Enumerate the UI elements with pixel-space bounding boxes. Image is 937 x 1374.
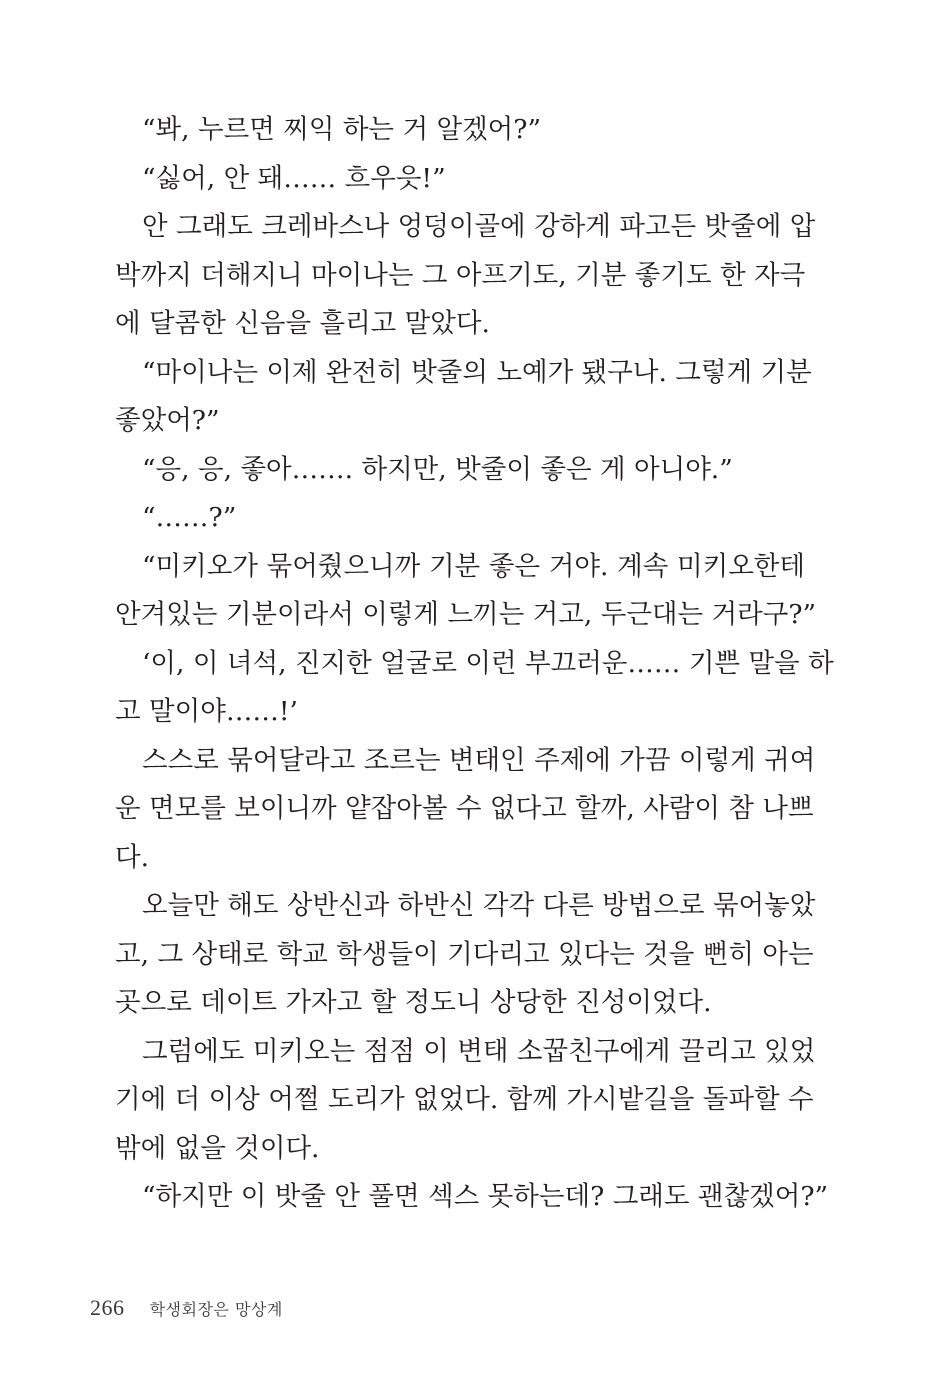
text-line: “마이나는 이제 완전히 밧줄의 노예가 됐구나. 그렇게 기분 — [142, 356, 812, 388]
running-title: 학생회장은 망상계 — [149, 1300, 283, 1319]
text-line: 곳으로 데이트 가자고 할 정도니 상당한 진성이었다. — [115, 987, 712, 1018]
text-line: 에 달콤한 신음을 흘리고 말았다. — [115, 308, 490, 339]
text-line: 기에 더 이상 어쩔 도리가 없었다. 함께 가시밭길을 돌파할 수 — [115, 1084, 814, 1115]
text-line: 안 그래도 크레바스나 엉덩이골에 강하게 파고든 밧줄에 압 — [142, 211, 816, 242]
text-line: 다. — [115, 841, 150, 873]
text-line: ‘이, 이 녀석, 진지한 얼굴로 이런 부끄러운…… 기쁜 말을 하 — [142, 647, 834, 679]
text-line: 오늘만 해도 상반신과 하반신 각각 다른 방법으로 묶어놓았 — [142, 890, 816, 921]
text-line: 고, 그 상태로 학교 학생들이 기다리고 있다는 것을 뻔히 아는 — [115, 938, 814, 970]
text-line: “미키오가 묶어줬으니까 기분 좋은 거야. 계속 미키오한테 — [142, 550, 805, 582]
text-line: 박까지 더해지니 마이나는 그 아프기도, 기분 좋기도 한 자극 — [115, 259, 806, 291]
text-line: 밖에 없을 것이다. — [115, 1132, 320, 1164]
text-line: 스스로 묶어달라고 조르는 변태인 주제에 가끔 이렇게 귀여 — [142, 744, 816, 776]
text-line: 고 말이야……!’ — [115, 696, 298, 727]
text-line: “응, 응, 좋아……. 하지만, 밧줄이 좋은 게 아니야.” — [142, 453, 733, 485]
page-footer — [90, 1293, 283, 1323]
text-line: 좋았어?” — [115, 405, 220, 436]
text-line: “하지만 이 밧줄 안 풀면 섹스 못하는데? 그래도 괜찮겠어?” — [142, 1181, 829, 1212]
body-text — [115, 106, 834, 1222]
text-line: 안겨있는 기분이라서 이렇게 느끼는 거고, 두근대는 거라구?” — [115, 599, 817, 630]
text-line: “봐, 누르면 찌익 하는 거 알겠어?” — [142, 114, 542, 145]
text-line: 그럼에도 미키오는 점점 이 변태 소꿉친구에게 끌리고 있었 — [142, 1035, 816, 1067]
text-line: 운 면모를 보이니까 얕잡아볼 수 없다고 할까, 사람이 참 나쁘 — [115, 793, 814, 824]
text-line: “……?” — [142, 502, 237, 533]
page-number: 266 — [90, 1295, 125, 1320]
text-line: “싫어, 안 돼…… 흐우읏!” — [142, 162, 446, 194]
